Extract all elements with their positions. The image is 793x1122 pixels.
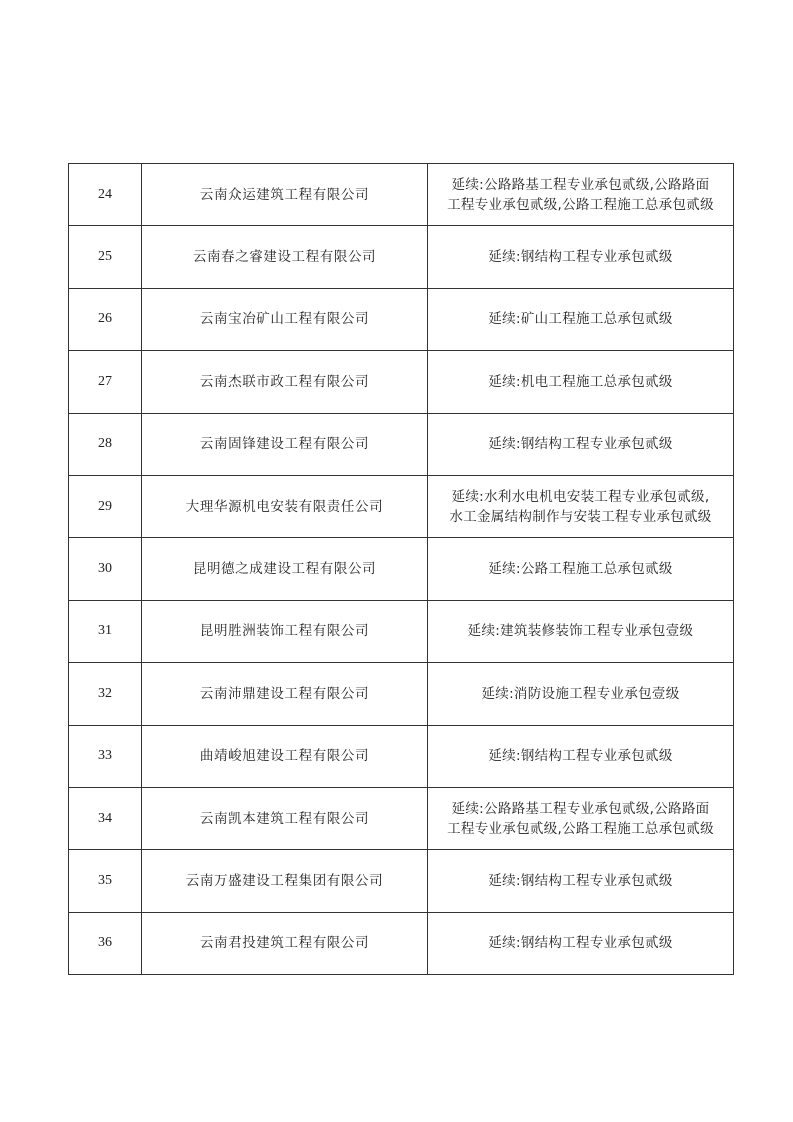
company-name: 云南固锋建设工程有限公司 [142, 413, 428, 475]
scope-line: 延续:公路路基工程专业承包贰级,公路路面 [451, 176, 710, 193]
row-number: 34 [69, 787, 142, 849]
qualification-table-body [69, 164, 734, 975]
company-name: 云南君投建筑工程有限公司 [142, 912, 428, 974]
scope-line: 工程专业承包贰级,公路工程施工总承包贰级 [447, 820, 714, 837]
qualification-scope [428, 538, 734, 600]
row-number: 24 [69, 164, 142, 226]
table-row [69, 164, 734, 226]
qualification-scope [428, 475, 734, 537]
scope-line: 延续:建筑装修装饰工程专业承包壹级 [467, 623, 694, 640]
row-number: 32 [69, 663, 142, 725]
qualification-scope [428, 288, 734, 350]
company-name: 云南凯本建筑工程有限公司 [142, 787, 428, 849]
qualification-scope [428, 725, 734, 787]
scope-line: 延续:公路工程施工总承包贰级 [488, 561, 673, 578]
table-row [69, 663, 734, 725]
company-name: 云南杰联市政工程有限公司 [142, 351, 428, 413]
company-name: 大理华源机电安装有限责任公司 [142, 475, 428, 537]
scope-line: 延续:水利水电机电安装工程专业承包贰级, [451, 488, 710, 505]
table-row [69, 600, 734, 662]
company-name: 云南众运建筑工程有限公司 [142, 164, 428, 226]
qualification-scope [428, 413, 734, 475]
table-row [69, 475, 734, 537]
company-name: 云南春之睿建设工程有限公司 [142, 226, 428, 288]
company-name: 云南宝冶矿山工程有限公司 [142, 288, 428, 350]
table-row [69, 226, 734, 288]
scope-line: 延续:消防设施工程专业承包壹级 [481, 685, 680, 702]
company-name: 云南沛鼎建设工程有限公司 [142, 663, 428, 725]
table-row [69, 787, 734, 849]
table-row [69, 538, 734, 600]
row-number: 26 [69, 288, 142, 350]
row-number: 29 [69, 475, 142, 537]
scope-line: 延续:钢结构工程专业承包贰级 [488, 249, 673, 266]
table-row [69, 850, 734, 912]
scope-line: 延续:钢结构工程专业承包贰级 [488, 872, 673, 889]
row-number: 27 [69, 351, 142, 413]
qualification-scope [428, 226, 734, 288]
qualification-scope [428, 164, 734, 226]
row-number: 28 [69, 413, 142, 475]
company-name: 云南万盛建设工程集团有限公司 [142, 850, 428, 912]
row-number: 36 [69, 912, 142, 974]
qualification-scope [428, 850, 734, 912]
company-name: 曲靖峻旭建设工程有限公司 [142, 725, 428, 787]
qualification-scope [428, 663, 734, 725]
row-number: 30 [69, 538, 142, 600]
scope-line: 延续:钢结构工程专业承包贰级 [488, 436, 673, 453]
company-name: 昆明胜洲装饰工程有限公司 [142, 600, 428, 662]
table-row [69, 413, 734, 475]
table-row [69, 351, 734, 413]
row-number: 31 [69, 600, 142, 662]
scope-line: 延续:钢结构工程专业承包贰级 [488, 748, 673, 765]
scope-line: 延续:机电工程施工总承包贰级 [488, 373, 673, 390]
table-row [69, 912, 734, 974]
row-number: 35 [69, 850, 142, 912]
qualification-scope [428, 787, 734, 849]
row-number: 33 [69, 725, 142, 787]
company-name: 昆明德之成建设工程有限公司 [142, 538, 428, 600]
qualification-table [68, 163, 734, 975]
scope-line: 延续:公路路基工程专业承包贰级,公路路面 [451, 800, 710, 817]
table-row [69, 725, 734, 787]
qualification-scope [428, 351, 734, 413]
row-number: 25 [69, 226, 142, 288]
qualification-scope [428, 912, 734, 974]
scope-line: 延续:矿山工程施工总承包贰级 [488, 311, 673, 328]
scope-line: 工程专业承包贰级,公路工程施工总承包贰级 [447, 196, 714, 213]
scope-line: 水工金属结构制作与安装工程专业承包贰级 [449, 508, 712, 525]
scope-line: 延续:钢结构工程专业承包贰级 [488, 935, 673, 952]
qualification-scope [428, 600, 734, 662]
table-row [69, 288, 734, 350]
